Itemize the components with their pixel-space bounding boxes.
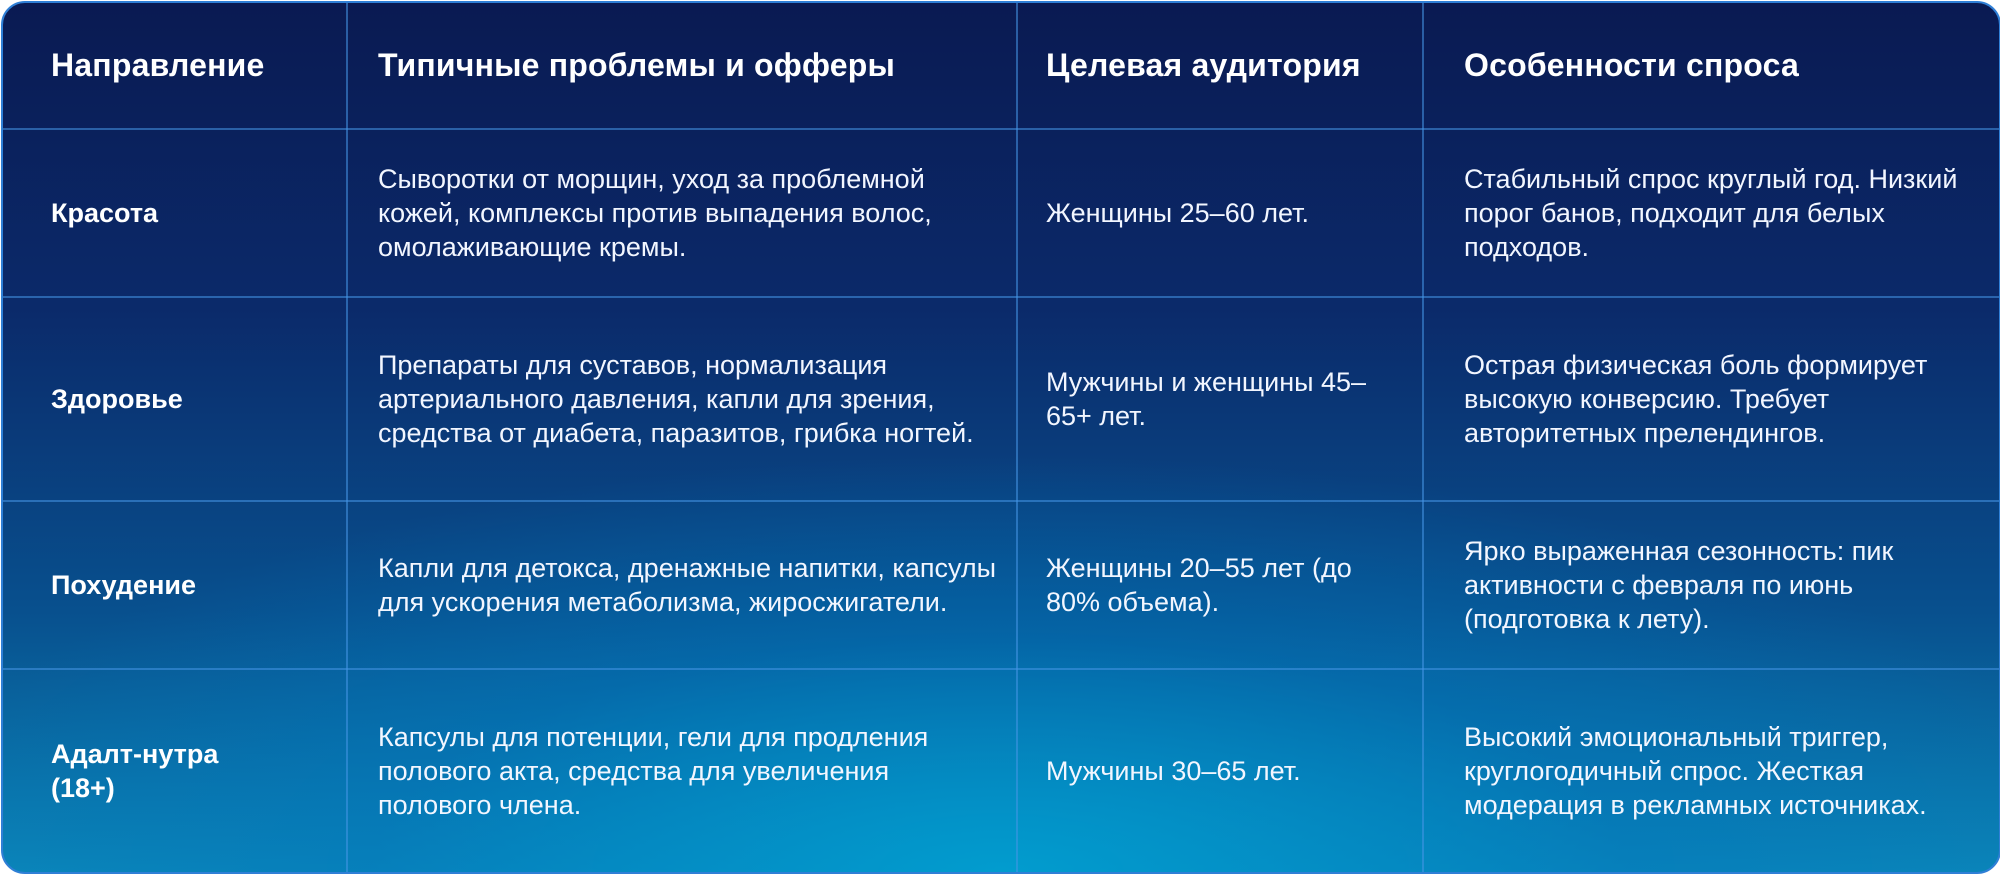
- audience-cell: Мужчины 30–65 лет.: [1017, 669, 1423, 872]
- nutra-directions-table: [1, 1, 2000, 874]
- audience-cell: Женщины 25–60 лет.: [1017, 129, 1423, 297]
- header-direction: Направление: [3, 3, 347, 129]
- table-row: [3, 297, 1999, 501]
- audience-cell: Мужчины и женщины 45–65+ лет.: [1017, 297, 1423, 501]
- direction-cell: Красота: [3, 129, 347, 297]
- header-demand: Особенности спроса: [1423, 3, 1999, 129]
- comparison-table: [3, 3, 1999, 872]
- problems-cell: Капсулы для потенции, гели для продления полового акта, средства для увеличения полового члена.: [347, 669, 1017, 872]
- problems-cell: Препараты для суставов, нормализация артериального давления, капли для зрения, средства от диабета, паразитов, грибка ногтей.: [347, 297, 1017, 501]
- demand-cell: Стабильный спрос круглый год. Низкий порог банов, подходит для белых подходов.: [1423, 129, 1999, 297]
- problems-cell: Сыворотки от морщин, уход за проблемной кожей, комплексы против выпадения волос, омолаживающие кремы.: [347, 129, 1017, 297]
- direction-cell: Здоровье: [3, 297, 347, 501]
- demand-cell: Высокий эмоциональный триггер, круглогодичный спрос. Жесткая модерация в рекламных источниках.: [1464, 722, 1927, 821]
- demand-cell: Острая физическая боль формирует высокую конверсию. Требует авторитетных прелендингов.: [1423, 297, 1999, 501]
- table-row: [3, 669, 1999, 872]
- header-problems: Типичные проблемы и офферы: [347, 3, 1017, 129]
- problems-cell: Капли для детокса, дренажные напитки, капсулы для ускорения метаболизма, жиросжигатели.: [347, 501, 1017, 669]
- header-row: [3, 3, 1999, 129]
- header-audience: Целевая аудитория: [1017, 3, 1423, 129]
- table-row: [3, 501, 1999, 669]
- demand-cell: Ярко выраженная сезонность: пик активности с февраля по июнь (подготовка к лету).: [1423, 501, 1999, 669]
- audience-cell: Женщины 20–55 лет (до 80% объема).: [1017, 501, 1423, 669]
- direction-cell: Адалт-нутра (18+): [3, 669, 347, 872]
- table-row: [3, 129, 1999, 297]
- direction-cell: Похудение: [3, 501, 347, 669]
